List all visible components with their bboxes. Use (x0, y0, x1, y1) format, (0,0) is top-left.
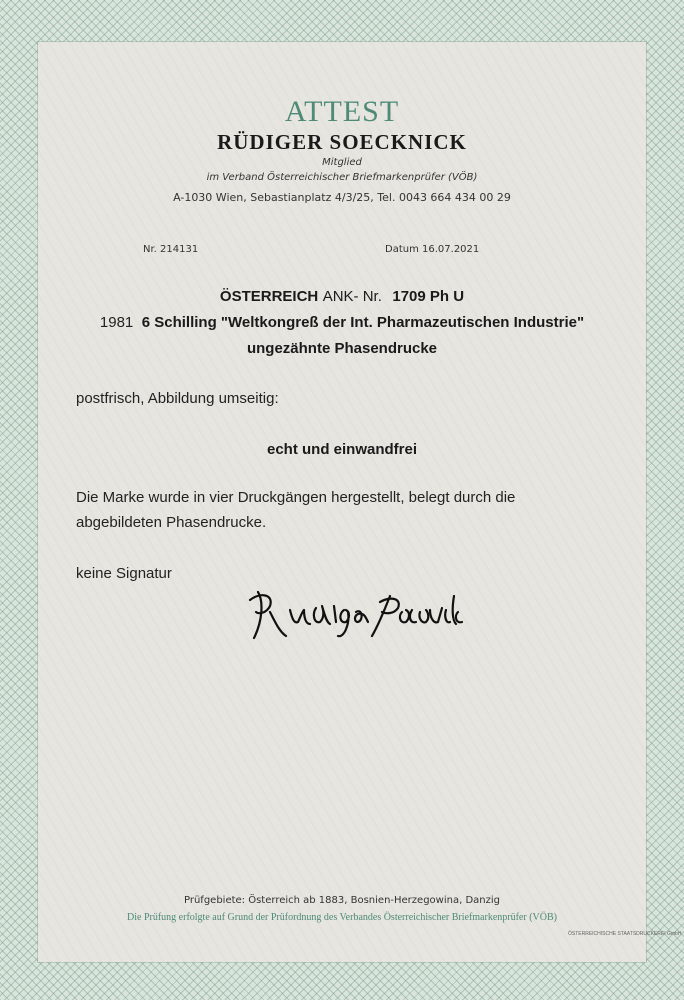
note-line-2: abgebildeten Phasendrucke. (76, 514, 267, 531)
note-line-1: Die Marke wurde in vier Druckgängen hergestellt, belegt durch die (76, 489, 516, 506)
certificate-title: ATTEST (284, 95, 400, 128)
printer-imprint: ÖSTERREICHISCHE STAATSDRUCKEREI GmbH (568, 931, 682, 937)
examiner-name: RÜDIGER SOECKNICK (217, 130, 467, 154)
certificate-date (385, 244, 479, 255)
number-label: Nr. (143, 244, 157, 255)
verdict-text: echt und einwandfrei (266, 441, 417, 458)
catalog-number: 1709 Ph U (392, 288, 465, 305)
catalog-label: ANK- Nr. (322, 288, 382, 305)
certificate-number (143, 244, 198, 255)
address-line: A-1030 Wien, Sebastianplatz 4/3/25, Tel. 0043 664 434 00 29 (173, 191, 511, 204)
footer-basis: Die Prüfung erfolgte auf Grund der Prüfordnung des Verbandes Österreichischer Briefmarkenprüfer (VÖB) (127, 912, 557, 923)
condition-text: postfrisch, Abbildung umseitig: (76, 390, 279, 407)
country: ÖSTERREICH (219, 288, 319, 305)
date-label: Datum (385, 244, 419, 255)
footer-areas: Prüfgebiete: Österreich ab 1883, Bosnien-Herzegowina, Danzig (184, 895, 500, 906)
number-value: 214131 (160, 244, 199, 255)
association-line: im Verband Österreichischer Briefmarkenprüfer (VÖB) (206, 172, 478, 183)
item-heading (0, 288, 684, 306)
member-label: Mitglied (322, 157, 362, 168)
handwritten-signature (240, 582, 490, 642)
item-subtitle: ungezähnte Phasendrucke (246, 340, 438, 357)
item-description: 6 Schilling "Weltkongreß der Int. Pharmazeutischen Industrie" (141, 314, 585, 331)
signature-note: keine Signatur (76, 565, 172, 582)
item-description-line (0, 314, 684, 332)
item-year: 1981 (99, 314, 134, 331)
date-value: 16.07.2021 (422, 244, 480, 255)
